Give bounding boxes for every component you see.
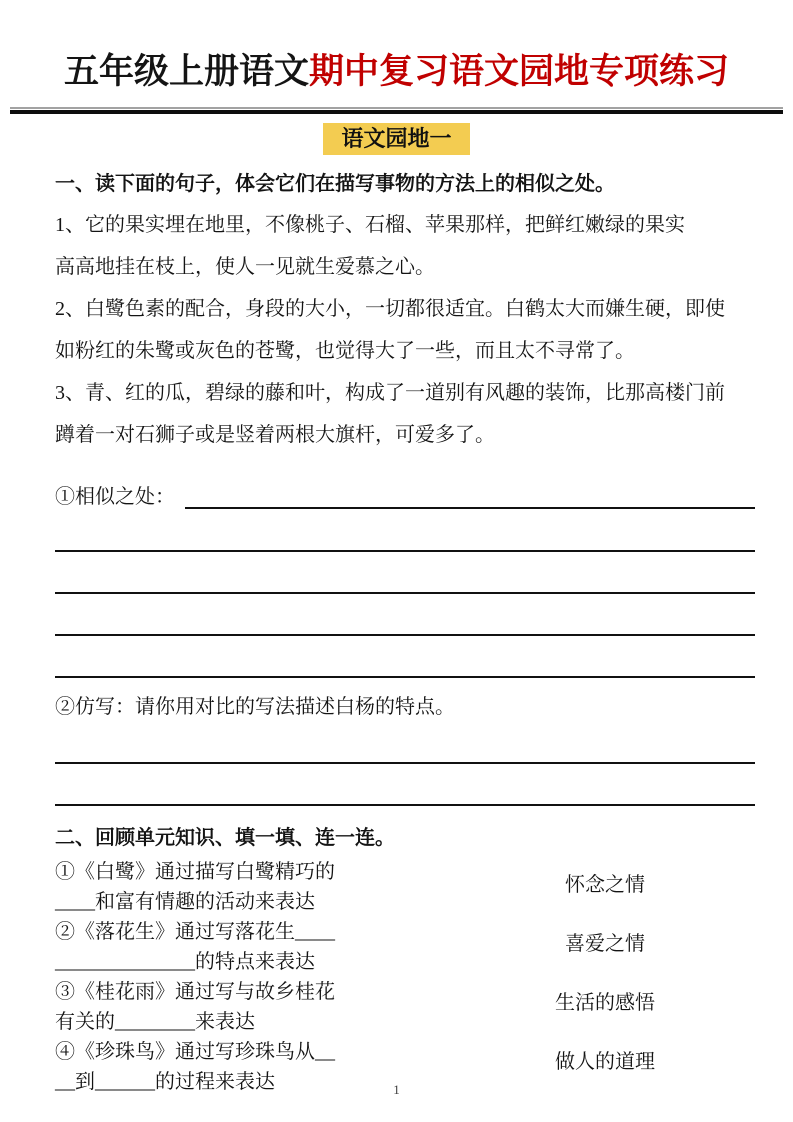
title-part-black: 五年级上册语文	[63, 52, 309, 91]
sentence-line: 3、青、红的瓜，碧绿的藤和叶，构成了一道别有风趣的装饰，比那高楼门前	[55, 381, 725, 404]
answer-line	[55, 636, 755, 678]
match-item-line: ②《落花生》通过写落花生____	[55, 920, 335, 943]
answer-line	[55, 722, 755, 764]
match-item-line: ①《白鹭》通过描写白鹭精巧的	[55, 860, 335, 883]
title-part-red: 期中复习语文园地专项练习	[309, 52, 730, 91]
sentence-line: 2、白鹭色素的配合，身段的大小，一切都很适宜。白鹤太大而嫌生硬，即使	[55, 297, 725, 320]
page-number: 1	[393, 1082, 400, 1097]
matching-right-column	[455, 857, 755, 1106]
matching-exercise	[55, 857, 755, 1106]
badge-row	[0, 123, 793, 155]
match-item-line: ③《桂花雨》通过写与故乡桂花	[55, 980, 335, 1003]
similarity-label: ①相似之处：	[55, 485, 175, 508]
sentence-line: 1、它的果实埋在地里，不像桃子、石榴、苹果那样，把鲜红嫩绿的果实	[55, 213, 685, 236]
match-item-line: 有关的________来表达	[55, 1010, 255, 1033]
page-title	[30, 50, 763, 94]
match-option: 做人的道理	[555, 1050, 655, 1073]
inline-answer-blank	[185, 507, 755, 509]
answer-line	[55, 552, 755, 594]
answer-line	[55, 512, 755, 552]
title-divider	[10, 107, 783, 114]
answer-line	[55, 594, 755, 636]
sentence-line: 高高地挂在枝上，使人一见就生爱慕之心。	[55, 255, 435, 278]
divider-thick-line	[10, 110, 783, 114]
content-area	[0, 170, 793, 1106]
match-option: 怀念之情	[565, 873, 645, 896]
match-item-line: ④《珍珠鸟》通过写珍珠鸟从__	[55, 1040, 335, 1063]
sentence-line: 蹲着一对石狮子或是竖着两根大旗杆，可爱多了。	[55, 423, 495, 446]
match-option: 生活的感悟	[555, 991, 655, 1014]
section1-heading: 一、读下面的句子，体会它们在描写事物的方法上的相似之处。	[55, 172, 615, 195]
match-item-line: ____和富有情趣的活动来表达	[55, 890, 315, 913]
unit-badge: 语文园地一	[323, 123, 469, 155]
section2-heading: 二、回顾单元知识、填一填、连一连。	[55, 826, 395, 849]
imitation-question-label: ②仿写：请你用对比的写法描述白杨的特点。	[55, 695, 455, 718]
match-item-line: __到______的过程来表达	[55, 1070, 275, 1093]
answer-line	[55, 764, 755, 806]
match-item-line: ______________的特点来表达	[55, 950, 315, 973]
match-option: 喜爱之情	[565, 932, 645, 955]
similarity-question-row	[55, 482, 755, 512]
section1-sentences	[55, 204, 755, 456]
sentence-line: 如粉红的朱鹭或灰色的苍鹭，也觉得大了一些，而且太不寻常了。	[55, 339, 635, 362]
matching-left-column	[55, 857, 455, 1106]
